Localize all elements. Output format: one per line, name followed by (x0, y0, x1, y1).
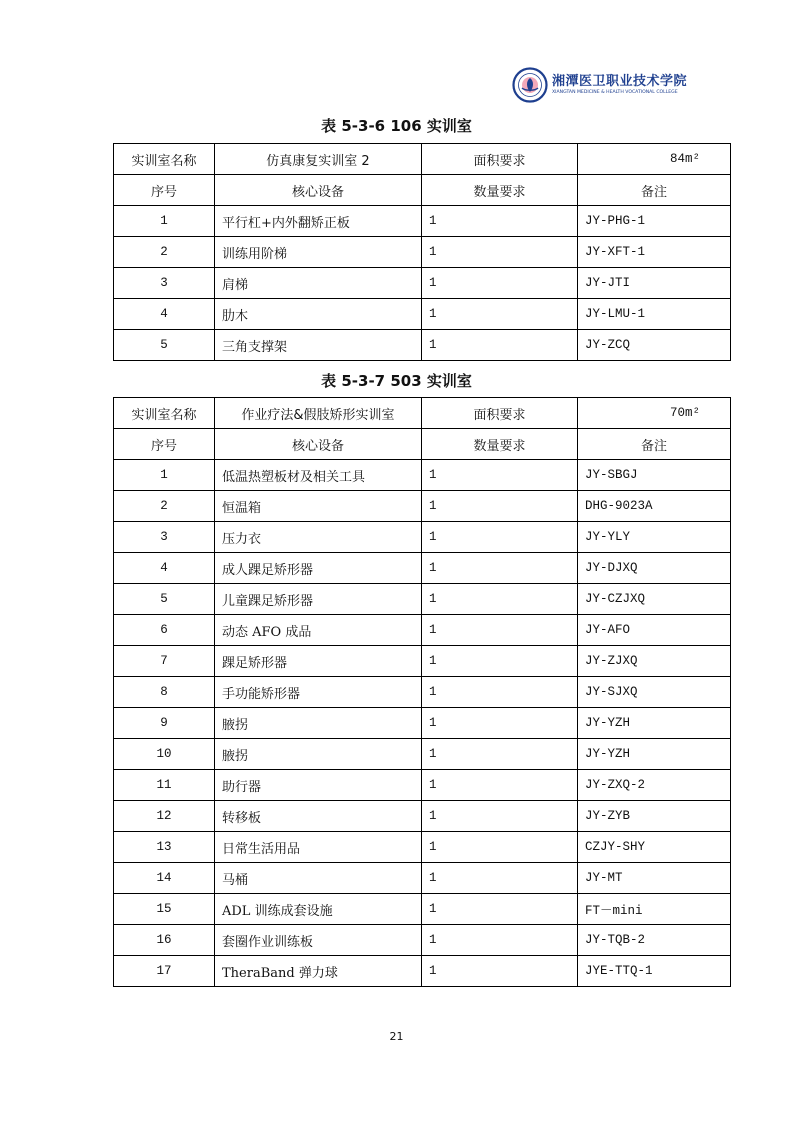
row-no: 7 (114, 646, 215, 677)
row-quantity: 1 (422, 677, 578, 708)
row-remark: FT－mini (578, 894, 731, 925)
row-equipment: 恒温箱 (215, 491, 422, 522)
row-remark: DHG-9023A (578, 491, 731, 522)
row-remark: JY-TQB-2 (578, 925, 731, 956)
table-2-title: 表 5-3-7 503 实训室 (321, 372, 472, 390)
row-quantity: 1 (422, 584, 578, 615)
row-quantity: 1 (422, 708, 578, 739)
row-equipment: 腋拐 (215, 708, 422, 739)
table-row (114, 801, 731, 832)
table-row (114, 584, 731, 615)
col-header-quantity: 数量要求 (422, 175, 578, 206)
col-header-no: 序号 (114, 175, 215, 206)
table-row (114, 237, 731, 268)
row-remark: JY-ZXQ-2 (578, 770, 731, 801)
row-no: 8 (114, 677, 215, 708)
row-quantity: 1 (422, 491, 578, 522)
row-no: 17 (114, 956, 215, 987)
area-value: 70m² (578, 398, 731, 429)
row-quantity: 1 (422, 739, 578, 770)
row-equipment: 平行杠+内外翻矫正板 (215, 206, 422, 237)
table-1-title: 表 5-3-6 106 实训室 (321, 117, 472, 135)
row-no: 14 (114, 863, 215, 894)
row-equipment: 马桶 (215, 863, 422, 894)
row-equipment: 套圈作业训练板 (215, 925, 422, 956)
table-row (114, 491, 731, 522)
school-emblem-icon (512, 67, 548, 103)
row-quantity: 1 (422, 956, 578, 987)
row-no: 1 (114, 206, 215, 237)
row-equipment: 三角支撑架 (215, 330, 422, 361)
col-header-equipment: 核心设备 (215, 175, 422, 206)
row-remark: JY-XFT-1 (578, 237, 731, 268)
row-equipment: 踝足矫形器 (215, 646, 422, 677)
row-equipment: 腋拐 (215, 739, 422, 770)
row-remark: JY-SJXQ (578, 677, 731, 708)
row-equipment: TheraBand 弹力球 (215, 956, 422, 987)
row-equipment: 训练用阶梯 (215, 237, 422, 268)
table-row (114, 206, 731, 237)
room-name-label: 实训室名称 (114, 398, 215, 429)
row-remark: JY-ZCQ (578, 330, 731, 361)
table-row (114, 770, 731, 801)
row-no: 2 (114, 491, 215, 522)
table-room-row (114, 144, 731, 175)
row-quantity: 1 (422, 268, 578, 299)
row-quantity: 1 (422, 522, 578, 553)
col-header-remark: 备注 (578, 175, 731, 206)
row-remark: JY-JTI (578, 268, 731, 299)
row-quantity: 1 (422, 646, 578, 677)
table-row (114, 553, 731, 584)
school-name: 湘潭医卫职业技术学院 (552, 74, 688, 89)
table-header-row (114, 429, 731, 460)
row-no: 16 (114, 925, 215, 956)
row-no: 10 (114, 739, 215, 770)
area-label: 面积要求 (422, 398, 578, 429)
table-row (114, 299, 731, 330)
row-no: 9 (114, 708, 215, 739)
table-row (114, 460, 731, 491)
row-no: 6 (114, 615, 215, 646)
table-row (114, 925, 731, 956)
school-logo (512, 66, 688, 104)
row-quantity: 1 (422, 460, 578, 491)
table-row (114, 268, 731, 299)
table-row (114, 863, 731, 894)
table-row (114, 615, 731, 646)
row-quantity: 1 (422, 206, 578, 237)
row-equipment: 低温热塑板材及相关工具 (215, 460, 422, 491)
row-no: 11 (114, 770, 215, 801)
col-header-no: 序号 (114, 429, 215, 460)
table-header-row (114, 175, 731, 206)
row-quantity: 1 (422, 925, 578, 956)
row-remark: JYE-TTQ-1 (578, 956, 731, 987)
row-quantity: 1 (422, 801, 578, 832)
row-no: 12 (114, 801, 215, 832)
table-row (114, 739, 731, 770)
row-remark: JY-MT (578, 863, 731, 894)
row-no: 15 (114, 894, 215, 925)
row-equipment: 成人踝足矫形器 (215, 553, 422, 584)
row-remark: CZJY-SHY (578, 832, 731, 863)
row-no: 3 (114, 522, 215, 553)
col-header-equipment: 核心设备 (215, 429, 422, 460)
row-no: 4 (114, 553, 215, 584)
equipment-table-106 (113, 143, 731, 361)
row-quantity: 1 (422, 863, 578, 894)
row-no: 13 (114, 832, 215, 863)
row-remark: JY-DJXQ (578, 553, 731, 584)
row-no: 5 (114, 584, 215, 615)
table-row (114, 646, 731, 677)
row-no: 3 (114, 268, 215, 299)
room-name-value: 作业疗法&假肢矫形实训室 (215, 398, 422, 429)
row-quantity: 1 (422, 770, 578, 801)
row-no: 4 (114, 299, 215, 330)
area-value: 84m² (578, 144, 731, 175)
row-equipment: 肩梯 (215, 268, 422, 299)
school-name-en: XIANGTAN MEDICINE & HEALTH VOCATIONAL COLLEGE (552, 90, 678, 95)
room-name-label: 实训室名称 (114, 144, 215, 175)
row-equipment: 压力衣 (215, 522, 422, 553)
table-row (114, 522, 731, 553)
row-equipment: 助行器 (215, 770, 422, 801)
row-quantity: 1 (422, 832, 578, 863)
table-row (114, 677, 731, 708)
row-no: 5 (114, 330, 215, 361)
row-equipment: 转移板 (215, 801, 422, 832)
row-no: 2 (114, 237, 215, 268)
table-row (114, 894, 731, 925)
row-remark: JY-ZJXQ (578, 646, 731, 677)
row-equipment: 儿童踝足矫形器 (215, 584, 422, 615)
table-room-row (114, 398, 731, 429)
row-equipment: ADL 训练成套设施 (215, 894, 422, 925)
row-remark: JY-YZH (578, 739, 731, 770)
row-quantity: 1 (422, 615, 578, 646)
row-remark: JY-CZJXQ (578, 584, 731, 615)
room-name-value: 仿真康复实训室 2 (215, 144, 422, 175)
equipment-table-503 (113, 397, 731, 987)
row-no: 1 (114, 460, 215, 491)
row-equipment: 肋木 (215, 299, 422, 330)
table-row (114, 708, 731, 739)
row-remark: JY-YZH (578, 708, 731, 739)
row-equipment: 手功能矫形器 (215, 677, 422, 708)
row-quantity: 1 (422, 237, 578, 268)
row-remark: JY-PHG-1 (578, 206, 731, 237)
col-header-remark: 备注 (578, 429, 731, 460)
row-quantity: 1 (422, 330, 578, 361)
row-quantity: 1 (422, 553, 578, 584)
col-header-quantity: 数量要求 (422, 429, 578, 460)
row-remark: JY-YLY (578, 522, 731, 553)
row-remark: JY-AFO (578, 615, 731, 646)
table-row (114, 832, 731, 863)
row-remark: JY-ZYB (578, 801, 731, 832)
page-number: 21 (389, 1030, 404, 1043)
row-remark: JY-SBGJ (578, 460, 731, 491)
table-row (114, 956, 731, 987)
table-row (114, 330, 731, 361)
row-equipment: 日常生活用品 (215, 832, 422, 863)
row-quantity: 1 (422, 894, 578, 925)
row-equipment: 动态 AFO 成品 (215, 615, 422, 646)
row-remark: JY-LMU-1 (578, 299, 731, 330)
area-label: 面积要求 (422, 144, 578, 175)
row-quantity: 1 (422, 299, 578, 330)
